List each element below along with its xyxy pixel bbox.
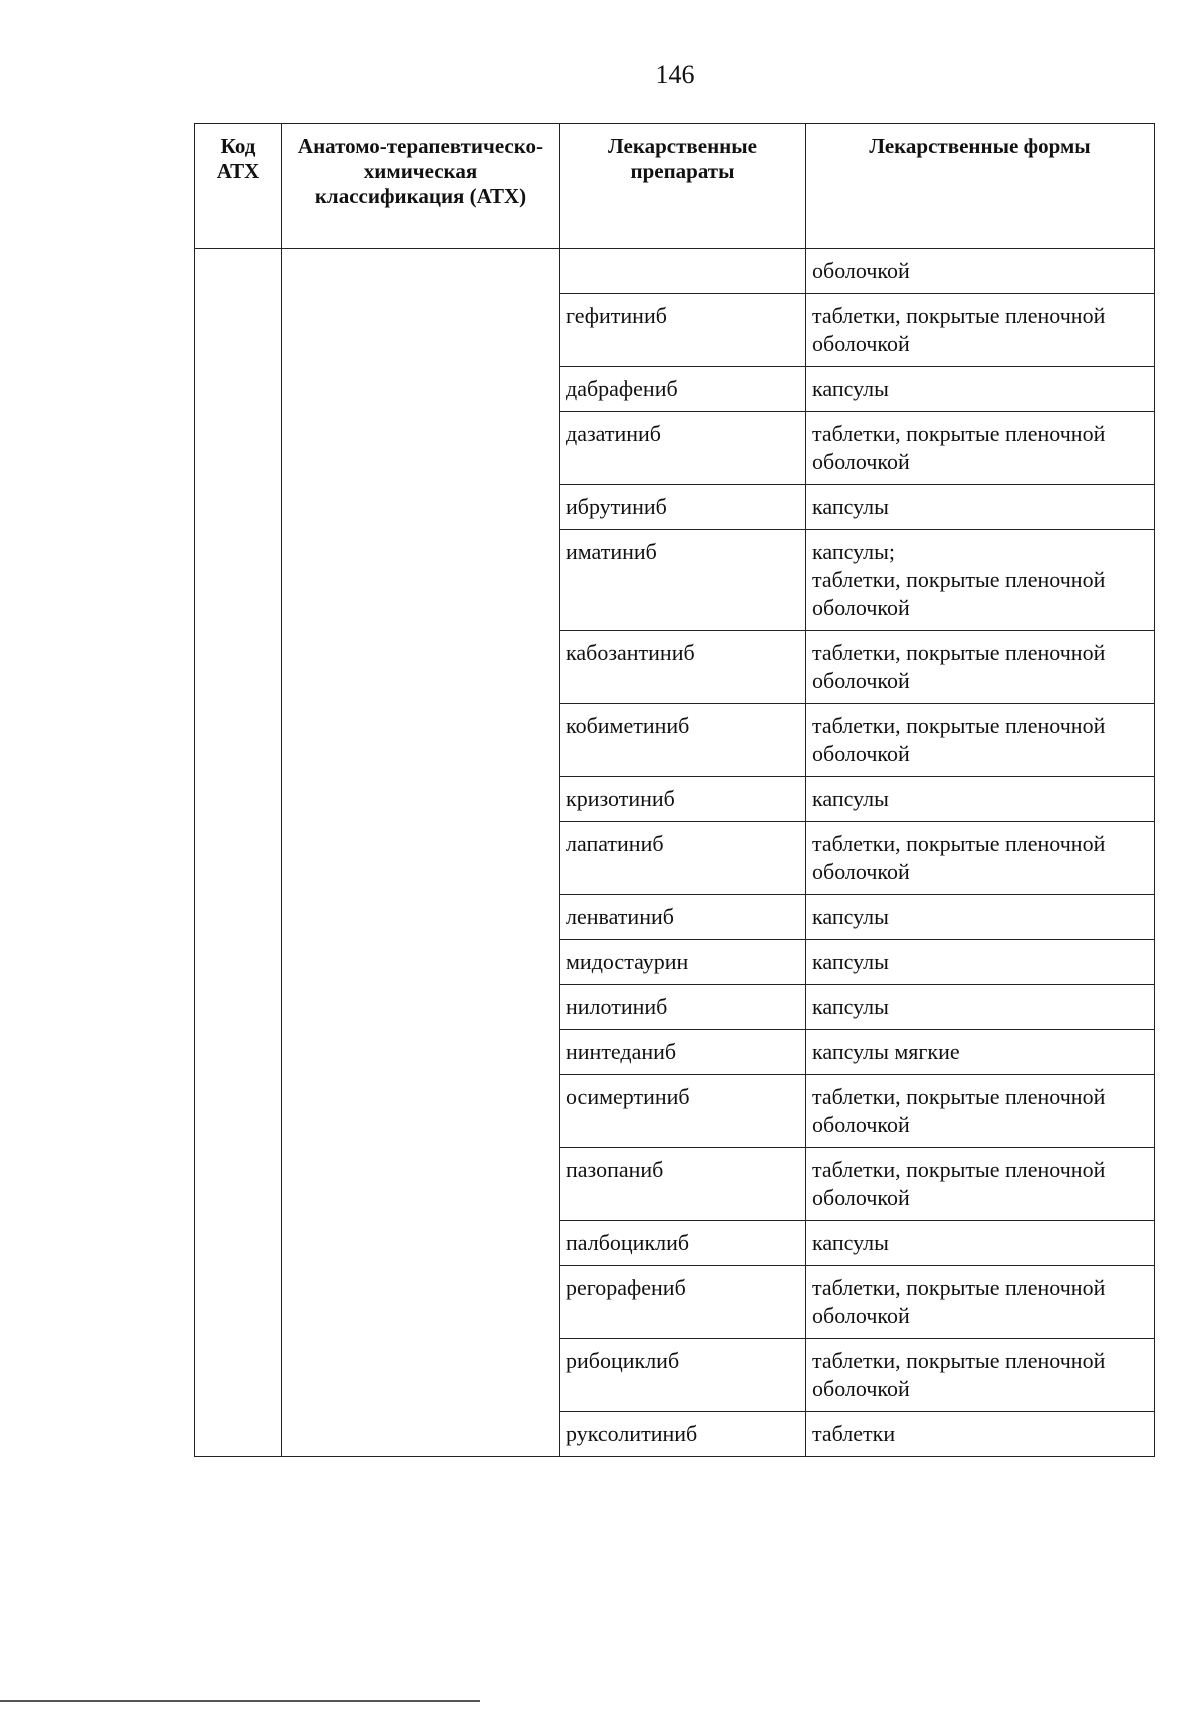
drug-name-cell [560, 249, 806, 294]
dosage-form-cell: таблетки, покрытые пленочной оболочкой [806, 1339, 1155, 1412]
dosage-form-cell: капсулы [806, 485, 1155, 530]
bottom-rule [0, 1700, 480, 1702]
drug-name-cell: рибоциклиб [560, 1339, 806, 1412]
dosage-form-cell: таблетки, покрытые пленочной оболочкой [806, 704, 1155, 777]
page-number: 146 [655, 60, 695, 89]
drug-name-cell: ибрутиниб [560, 485, 806, 530]
drug-name-cell: руксолитиниб [560, 1412, 806, 1457]
code-cell [195, 249, 282, 1457]
drug-name-cell: нилотиниб [560, 985, 806, 1030]
dosage-form-cell: таблетки, покрытые пленочной оболочкой [806, 412, 1155, 485]
drug-name-cell: дабрафениб [560, 367, 806, 412]
dosage-form-cell: таблетки, покрытые пленочной оболочкой [806, 1266, 1155, 1339]
dosage-form-cell: капсулы [806, 985, 1155, 1030]
header-forms: Лекарственные формы [806, 124, 1155, 249]
drug-name-cell: ленватиниб [560, 895, 806, 940]
drug-name-cell: дазатиниб [560, 412, 806, 485]
classification-cell [282, 249, 560, 1457]
dosage-form-cell: капсулы [806, 777, 1155, 822]
dosage-form-cell: таблетки, покрытые пленочной оболочкой [806, 822, 1155, 895]
dosage-form-cell: капсулы мягкие [806, 1030, 1155, 1075]
drug-name-cell: осимертиниб [560, 1075, 806, 1148]
drug-name-cell: пазопаниб [560, 1148, 806, 1221]
drug-name-cell: мидостаурин [560, 940, 806, 985]
drug-name-cell: гефитиниб [560, 294, 806, 367]
drug-name-cell: кабозантиниб [560, 631, 806, 704]
table-header-row [195, 124, 1155, 249]
drug-name-cell: иматиниб [560, 530, 806, 631]
dosage-form-cell: таблетки, покрытые пленочной оболочкой [806, 294, 1155, 367]
drug-name-cell: регорафениб [560, 1266, 806, 1339]
dosage-form-cell: таблетки, покрытые пленочной оболочкой [806, 1148, 1155, 1221]
dosage-form-cell: оболочкой [806, 249, 1155, 294]
dosage-form-cell: капсулы [806, 895, 1155, 940]
dosage-form-cell: капсулы [806, 940, 1155, 985]
dosage-form-cell: капсулы; таблетки, покрытые пленочной оболочкой [806, 530, 1155, 631]
drug-name-cell: кризотиниб [560, 777, 806, 822]
dosage-form-cell: капсулы [806, 1221, 1155, 1266]
drug-name-cell: нинтеданиб [560, 1030, 806, 1075]
table-body [195, 249, 1155, 1457]
atx-table [194, 123, 1155, 1457]
table-row [195, 249, 1155, 294]
header-classification: Анатомо-терапевтическо-химическая классификация (АТХ) [282, 124, 560, 249]
drug-name-cell: палбоциклиб [560, 1221, 806, 1266]
header-drugs: Лекарственные препараты [560, 124, 806, 249]
dosage-form-cell: таблетки [806, 1412, 1155, 1457]
dosage-form-cell: таблетки, покрытые пленочной оболочкой [806, 631, 1155, 704]
drug-name-cell: кобиметиниб [560, 704, 806, 777]
dosage-form-cell: таблетки, покрытые пленочной оболочкой [806, 1075, 1155, 1148]
dosage-form-cell: капсулы [806, 367, 1155, 412]
drug-name-cell: лапатиниб [560, 822, 806, 895]
header-code: Код АТХ [195, 124, 282, 249]
